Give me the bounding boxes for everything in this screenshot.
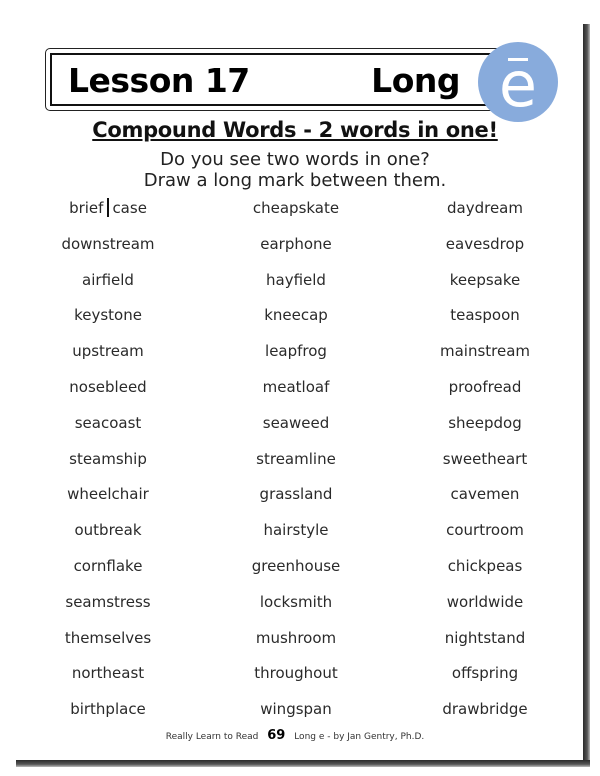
long-e-badge-icon <box>478 42 558 122</box>
compound-word: keystone <box>74 306 142 325</box>
section-title: Compound Words - 2 words in one! <box>92 118 498 142</box>
compound-word: cornflake <box>73 556 143 575</box>
page-footer <box>0 728 590 743</box>
compound-word: hairstyle <box>263 521 329 540</box>
compound-word: meatloaf <box>262 377 330 396</box>
compound-word: sheepdog <box>448 413 522 432</box>
compound-word: wheelchair <box>67 485 149 504</box>
compound-word: greenhouse <box>251 556 341 575</box>
compound-word <box>18 197 198 219</box>
compound-word: proofread <box>448 377 522 396</box>
example-second-word: case <box>112 199 147 217</box>
word-row <box>0 340 590 376</box>
compound-word: chickpeas <box>447 556 523 575</box>
compound-word: worldwide <box>446 592 524 611</box>
lesson-header-box <box>45 48 525 111</box>
compound-word: keepsake <box>449 270 521 289</box>
compound-word: nosebleed <box>69 377 147 396</box>
compound-word: themselves <box>64 628 152 647</box>
compound-word: kneecap <box>264 306 328 325</box>
compound-word: daydream <box>447 199 523 217</box>
compound-word: offspring <box>451 664 519 683</box>
compound-word: steamship <box>69 449 147 468</box>
compound-word: teaspoon <box>450 306 520 325</box>
compound-word: cheapskate <box>252 199 340 217</box>
compound-word: wingspan <box>260 700 332 719</box>
compound-word: seamstress <box>65 592 151 611</box>
compound-word: northeast <box>71 664 145 683</box>
word-grid <box>0 197 590 734</box>
footer-series-title: Really Learn to Read <box>165 732 259 742</box>
compound-word: cavemen <box>450 485 520 504</box>
compound-word: earphone <box>260 234 332 253</box>
word-row <box>0 555 590 591</box>
word-row <box>0 483 590 519</box>
word-row <box>0 304 590 340</box>
word-row <box>0 197 590 233</box>
compound-word: seaweed <box>262 413 330 432</box>
compound-word: grassland <box>259 485 333 504</box>
compound-word: hayfield <box>266 270 326 289</box>
word-row <box>0 233 590 269</box>
word-row <box>0 448 590 484</box>
compound-word: downstream <box>61 234 155 253</box>
compound-word: nightstand <box>444 628 526 647</box>
word-row <box>0 519 590 555</box>
lesson-topic: Long <box>371 61 460 100</box>
lesson-header-inner-frame <box>50 53 520 106</box>
page-shadow-bottom <box>16 760 590 767</box>
compound-word: locksmith <box>259 592 333 611</box>
compound-word: mushroom <box>255 628 337 647</box>
compound-word: leapfrog <box>265 342 327 361</box>
compound-word: streamline <box>256 449 336 468</box>
lesson-number: Lesson 17 <box>68 61 250 100</box>
word-row <box>0 591 590 627</box>
word-row <box>0 662 590 698</box>
compound-word: birthplace <box>70 700 146 719</box>
compound-word: mainstream <box>439 342 531 361</box>
word-row <box>0 412 590 448</box>
badge-letter: e <box>498 48 538 121</box>
example-first-word: brief <box>69 199 104 217</box>
compound-word: seacoast <box>74 413 142 432</box>
footer-author: Long e - by Jan Gentry, Ph.D. <box>294 732 425 742</box>
compound-word: outbreak <box>74 521 142 540</box>
compound-word: sweetheart <box>442 449 528 468</box>
page-shadow-right <box>583 24 590 766</box>
compound-word: drawbridge <box>442 700 528 719</box>
divider-mark <box>107 198 109 217</box>
compound-word: eavesdrop <box>445 234 525 253</box>
compound-word: courtroom <box>446 521 524 540</box>
compound-word: throughout <box>254 664 338 683</box>
instruction-line-1: Do you see two words in one? <box>160 149 430 170</box>
page-number: 69 <box>267 728 286 743</box>
word-row <box>0 269 590 305</box>
compound-word: upstream <box>72 342 144 361</box>
instruction-line-2: Draw a long mark between them. <box>143 170 447 191</box>
word-row <box>0 627 590 663</box>
word-row <box>0 376 590 412</box>
compound-word: airfield <box>82 270 134 289</box>
